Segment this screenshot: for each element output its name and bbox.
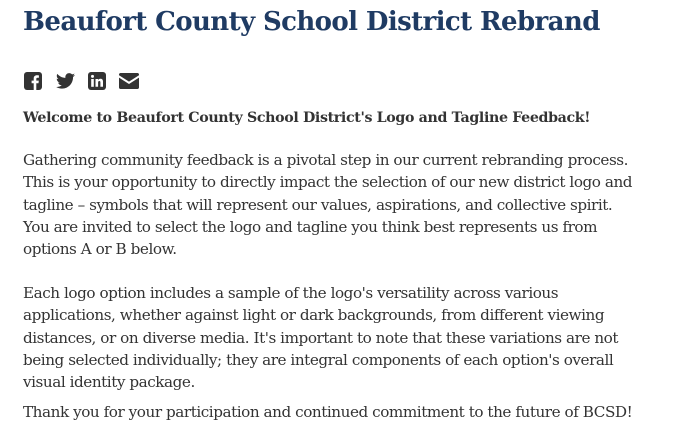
envelope-icon [119, 73, 139, 89]
paragraph-line: You are invited to select the logo and tagline you think best represents us from [23, 217, 598, 236]
share-email-button[interactable] [119, 71, 139, 91]
welcome-heading: Welcome to Beaufort County School District's Logo and Tagline Feedback! [23, 110, 591, 126]
paragraph-line: visual identity package. [23, 373, 195, 392]
twitter-icon [56, 73, 75, 89]
logo-options-paragraph [23, 282, 618, 393]
paragraph-line: distances, or on diverse media. It's important to note that these variations are not [23, 328, 619, 347]
intro-paragraph [23, 149, 632, 260]
paragraph-line: Gathering community feedback is a pivotal step in our current rebranding process. [23, 151, 629, 169]
share-twitter-button[interactable] [55, 71, 75, 91]
paragraph-line: options A or B below. [23, 240, 177, 259]
thank-you-paragraph [23, 401, 632, 423]
facebook-square-icon [24, 72, 42, 90]
share-linkedin-button[interactable] [87, 71, 107, 91]
paragraph-line: applications, whether against light or dark backgrounds, from different viewing [23, 306, 605, 325]
social-share-bar [23, 71, 139, 91]
paragraph-line: Each logo option includes a sample of the logo's versatility across various [23, 284, 559, 302]
paragraph-line: being selected individually; they are integral components of each option's overall [23, 350, 614, 369]
linkedin-square-icon [88, 72, 106, 90]
share-facebook-button[interactable] [23, 71, 43, 91]
page-title: Beaufort County School District Rebrand [23, 7, 600, 37]
paragraph-line: Thank you for your participation and continued commitment to the future of BCSD! [23, 403, 633, 421]
paragraph-line: This is your opportunity to directly impact the selection of our new district logo and [23, 173, 633, 192]
paragraph-line: tagline – symbols that will represent our values, aspirations, and collective spirit. [23, 195, 613, 214]
